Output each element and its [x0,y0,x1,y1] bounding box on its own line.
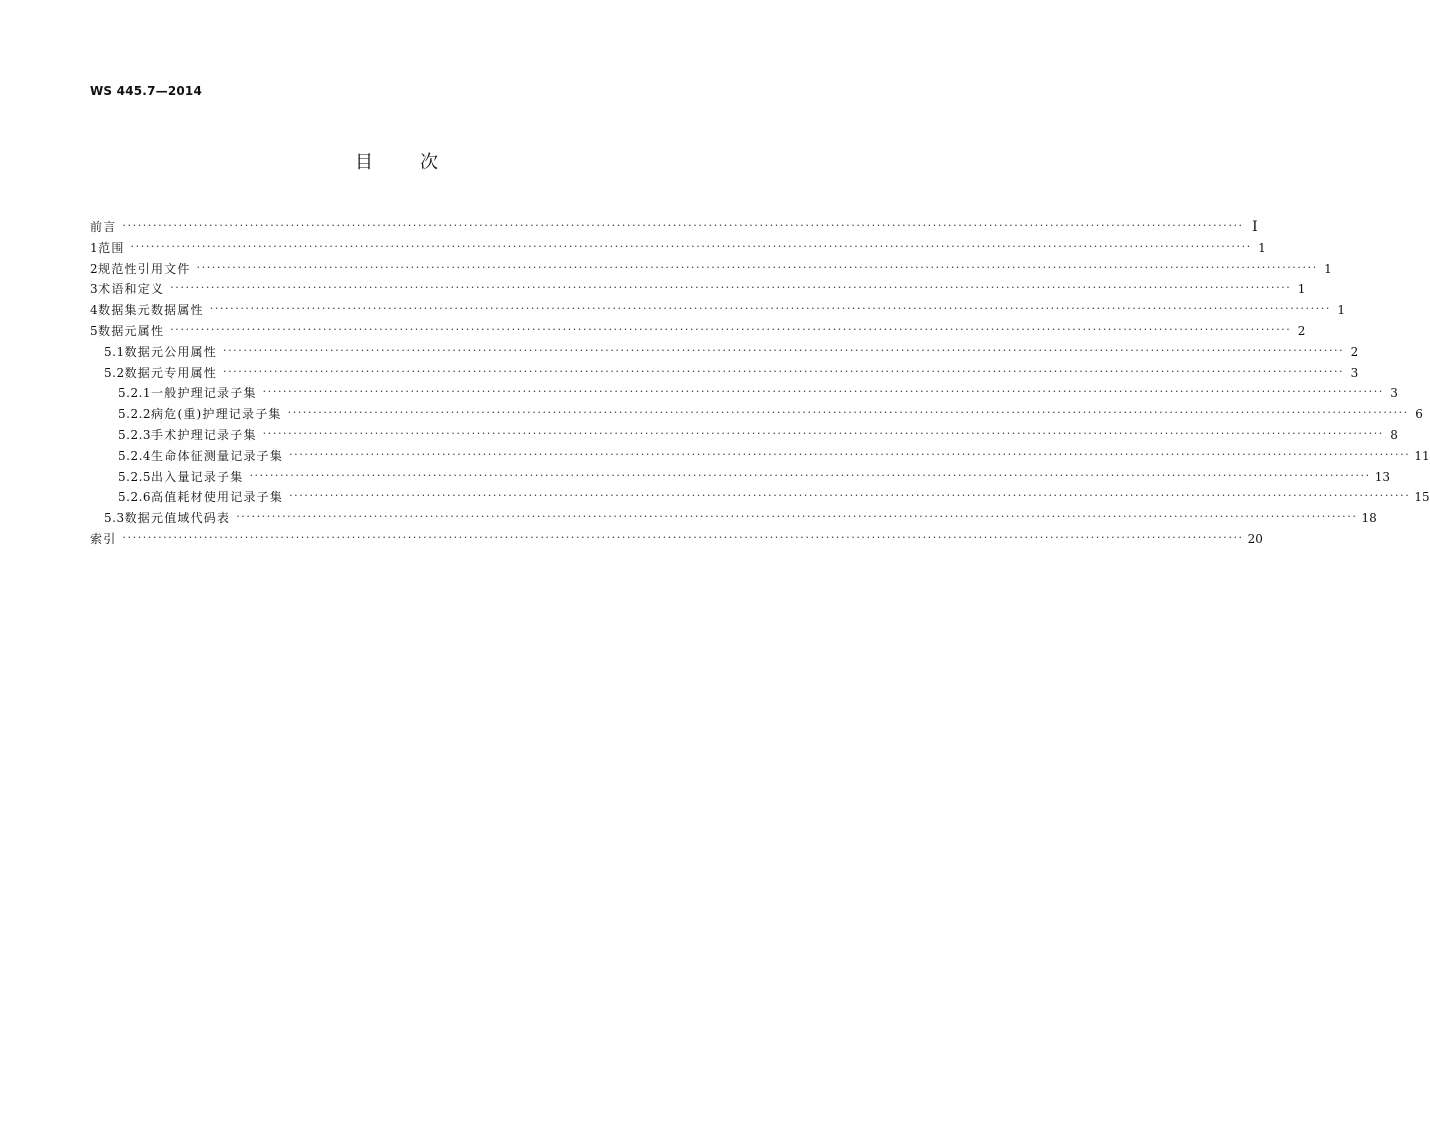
toc-entry-number: 5.2.3 [118,427,152,442]
toc-entry-number: 5.2.6 [118,490,152,505]
toc-entry-page: 18 [1361,511,1377,526]
toc-title [0,150,794,176]
toc-entry-label: 数据元属性 [98,323,165,338]
toc-entry-1[interactable]: 1 范围 ···························································································································································································································· 1 [90,238,706,259]
toc-entry-number: 3 [90,282,99,297]
toc-entry-5-2-1[interactable]: 5.2.1 一般护理记录子集 ···························································································································································································································· 3 [90,383,706,404]
toc-entry-page: 15 [1414,490,1430,505]
toc-entry-foreword[interactable]: 前言 ···························································································································································································································· Ⅰ [90,217,706,238]
toc-entry-5-3[interactable]: 5.3 数据元值域代码表 ···························································································································································································································· 18 [90,508,706,529]
toc-entry-label: 前言 [90,220,117,234]
toc-entry-page: 3 [1390,386,1398,401]
toc-entry-page: Ⅰ [1252,219,1258,235]
toc-entry-3[interactable]: 3 术语和定义 ···························································································································································································································· 1 [90,279,706,300]
toc-entry-page: 8 [1390,427,1398,442]
toc-entry-label: 出入量记录子集 [151,469,244,484]
toc-entry-number: 5 [90,323,99,338]
toc-entry-label: 术语和定义 [98,282,165,297]
toc-list [90,217,1430,550]
toc-entry-page: 2 [1350,344,1359,359]
toc-entry-5-2-5[interactable]: 5.2.5 出入量记录子集 ···························································································································································································································· 13 [90,467,706,488]
toc-entry-index[interactable]: 索引 ···························································································································································································································· 20 [90,529,706,550]
toc-entry-5-2-6[interactable]: 5.2.6 高值耗材使用记录子集 ···························································································································································································································· 15 [90,487,706,508]
toc-entry-label: 一般护理记录子集 [151,386,257,401]
toc-entry-number: 2 [90,261,99,276]
toc-entry-4[interactable]: 4 数据集元数据属性 ···························································································································································································································· 1 [90,300,706,321]
toc-entry-label: 数据元专用属性 [124,365,217,380]
toc-entry-label: 数据集元数据属性 [98,303,204,318]
toc-entry-page: 11 [1414,448,1430,463]
toc-entry-label: 病危(重)护理记录子集 [151,407,282,422]
toc-entry-5-1[interactable]: 5.1 数据元公用属性 ···························································································································································································································· 2 [90,342,706,363]
toc-entry-label: 生命体征测量记录子集 [151,448,284,463]
toc-entry-number: 1 [90,240,99,255]
toc-entry-number: 5.2.1 [118,386,152,401]
toc-entry-page: 20 [1247,531,1263,546]
toc-title-left: 目 [355,152,374,173]
toc-entry-5[interactable]: 5 数据元属性 ···························································································································································································································· 2 [90,321,706,342]
toc-entry-5-2-3[interactable]: 5.2.3 手术护理记录子集 ···························································································································································································································· 8 [90,425,706,446]
toc-entry-label: 手术护理记录子集 [151,427,257,442]
toc-entry-label: 高值耗材使用记录子集 [151,490,284,505]
toc-entry-5-2-4[interactable]: 5.2.4 生命体征测量记录子集 ···························································································································································································································· 11 [90,446,706,467]
toc-entry-page: 13 [1374,469,1390,484]
toc-entry-label: 索引 [90,531,117,546]
toc-entry-page: 1 [1337,303,1345,318]
toc-entry-2[interactable]: 2 规范性引用文件 ···························································································································································································································· 1 [90,259,706,280]
toc-entry-page: 2 [1297,323,1306,338]
toc-entry-label: 范围 [98,240,125,255]
toc-entry-number: 5.2 [104,365,125,380]
toc-title-right: 次 [420,152,439,173]
standard-code: WS 445.7—2014 [90,84,203,98]
toc-entry-number: 5.3 [104,511,125,526]
toc-entry-5-2-2[interactable]: 5.2.2 病危(重)护理记录子集 ···························································································································································································································· 6 [90,404,706,425]
toc-entry-number: 5.2.4 [118,448,152,463]
toc-entry-page: 3 [1350,365,1359,380]
toc-entry-label: 数据元值域代码表 [124,511,231,526]
toc-entry-page: 6 [1415,407,1423,422]
toc-entry-page: 1 [1258,240,1266,255]
toc-entry-page: 1 [1297,282,1306,297]
toc-entry-label: 规范性引用文件 [98,261,191,276]
toc-entry-number: 5.1 [104,344,125,359]
toc-entry-page: 1 [1324,261,1332,276]
toc-entry-number: 5.2.5 [118,469,152,484]
toc-entry-number: 5.2.2 [118,407,152,422]
toc-entry-5-2[interactable]: 5.2 数据元专用属性 ···························································································································································································································· 3 [90,363,706,384]
toc-entry-label: 数据元公用属性 [124,344,217,359]
toc-entry-number: 4 [90,303,99,318]
